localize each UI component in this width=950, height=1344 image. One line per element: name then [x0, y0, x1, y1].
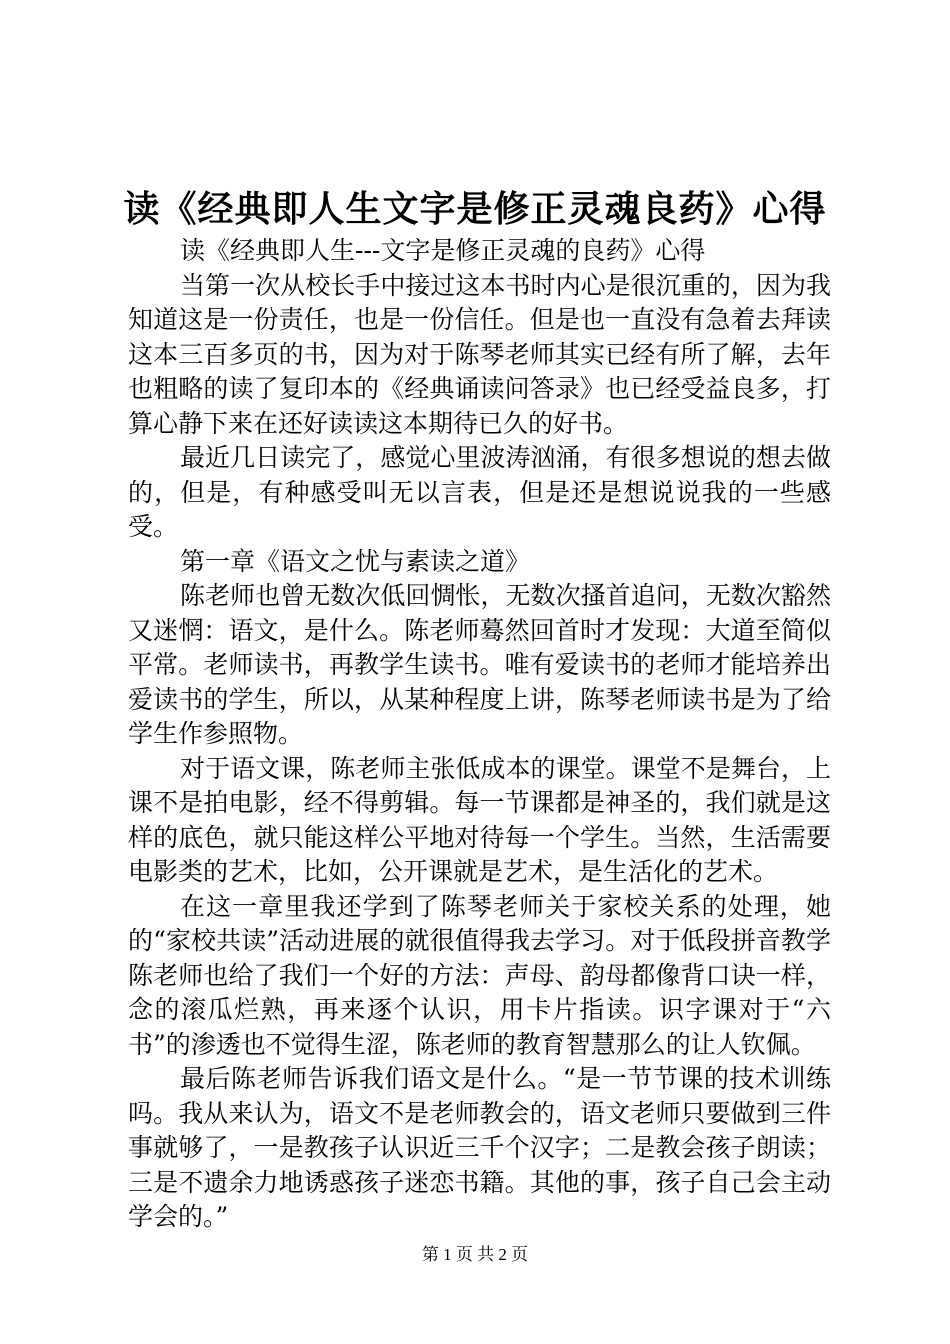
page-footer: 第 1 页 共 2 页 [421, 1245, 529, 1264]
document-title: 读《经典即人生文字是修正灵魂良药》心得 [123, 188, 827, 230]
body-paragraph: 当第一次从校长手中接过这本书时内心是很沉重的，因为我知道这是一份责任，也是一份信任。但是也一直没有急着去拜读这本三百多页的书，因为对于陈琴老师其实已经有所了解，去年也粗略的读了复印本的《经典诵读问答录》也已经受益良多，打算心静下来在还好读读这本期待已久的好书。 [128, 270, 831, 438]
chapter-heading: 第一章《语文之忧与素读之道》 [180, 546, 531, 576]
body-paragraph: 对于语文课，陈老师主张低成本的课堂。课堂不是舞台，上课不是拍电影，经不得剪辑。每一节课都是神圣的，我们就是这样的底色，就只能这样公平地对待每一个学生。当然，生活需要电影类的艺术，比如，公开课就是艺术，是生活化的艺术。 [128, 753, 831, 886]
document-body [128, 234, 831, 1235]
subtitle-paragraph: 读《经典即人生---文字是修正灵魂的良药》心得 [180, 236, 706, 265]
body-paragraph: 陈老师也曾无数次低回惆怅，无数次搔首追问，无数次豁然又迷惘：语文，是什么。陈老师蓦然回首时才发现：大道至简似平常。老师读书，再教学生读书。唯有爱读书的老师才能培养出爱读书的学生，所以，从某种程度上讲，陈琴老师读书是为了给学生作参照物。 [128, 581, 831, 748]
body-paragraph: 在这一章里我还学到了陈琴老师关于家校关系的处理，她的“家校共读”活动进展的就很值得我去学习。对于低段拼音教学陈老师也给了我们一个好的方法：声母、韵母都像背口诀一样，念的滚瓜烂熟，再来逐个认识，用卡片指读。识字课对于“六书”的渗透也不觉得生涩，陈老师的教育智慧那么的让人钦佩。 [128, 891, 831, 1059]
body-paragraph: 最近几日读完了，感觉心里波涛汹涌，有很多想说的想去做的，但是，有种感受叫无以言表，但是还是想说说我的一些感受。 [128, 443, 831, 541]
body-paragraph: 最后陈老师告诉我们语文是什么。“是一节节课的技术训练吗。我从来认为，语文不是老师教会的，语文老师只要做到三件事就够了，一是教孩子认识近三千个汉字；二是教会孩子朗读；三是不遗余力地诱惑孩子迷恋书籍。其他的事，孩子自己会主动学会的。” [128, 1064, 831, 1231]
